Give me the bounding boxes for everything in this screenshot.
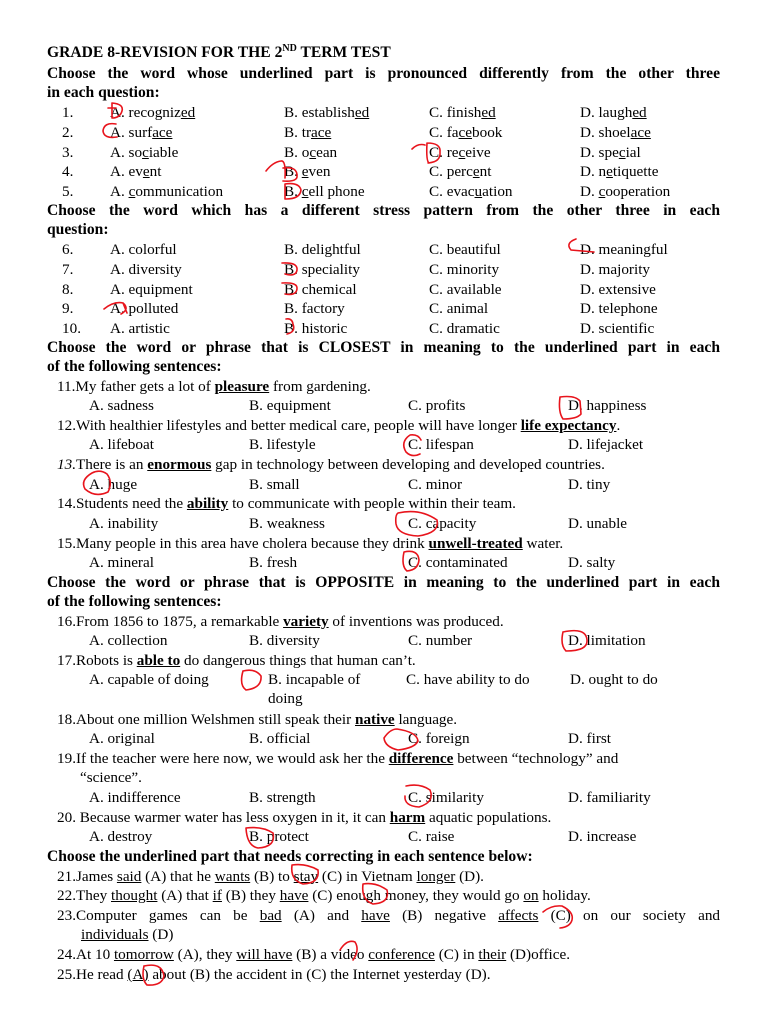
underlined-part: longer <box>416 868 456 885</box>
underlined-part: affects <box>498 907 539 924</box>
option-text: A. <box>110 183 129 200</box>
answer-option: C. contaminated <box>408 554 508 571</box>
stem-text: aquatic populations. <box>425 809 552 826</box>
question-stem <box>57 494 516 513</box>
stem-text: “science”. <box>80 769 142 786</box>
stem-text: of inventions was produced. <box>328 613 504 630</box>
underlined-part: ed <box>481 104 496 121</box>
option-text: ell phone <box>308 183 365 200</box>
answer-option <box>429 103 496 122</box>
answer-option <box>284 162 330 181</box>
stem-text: between “technology” and <box>453 750 619 767</box>
stem-text: do dangerous things that human can’t. <box>180 652 416 669</box>
answer-option: B. small <box>249 476 300 493</box>
question-stem <box>81 925 173 944</box>
answer-option: C. similarity <box>408 789 484 806</box>
answer-option <box>429 143 491 162</box>
key-word: variety <box>283 613 329 630</box>
answer-option: A. sadness <box>89 397 154 414</box>
answer-option: A. lifeboat <box>89 436 154 453</box>
key-word: pleasure <box>214 378 270 395</box>
answer-option: D. majority <box>580 261 651 278</box>
answer-option: B. official <box>249 730 311 747</box>
question-stem <box>57 612 504 631</box>
stem-text: 16.From 1856 to 1875, a remarkable <box>57 613 284 630</box>
stem-text: (A), they <box>173 946 237 963</box>
answer-mark-17 <box>242 670 262 690</box>
answer-option <box>580 103 647 122</box>
question-number: 9. <box>62 300 74 317</box>
option-text: D. n <box>580 163 607 180</box>
answer-option: D. extensive <box>580 281 656 298</box>
answer-option: D. salty <box>568 554 616 571</box>
underlined-part: c <box>128 183 136 200</box>
answer-option: D. increase <box>568 828 637 845</box>
stem-text: (B) they <box>221 887 280 904</box>
answer-option <box>268 670 403 708</box>
stem-text: 22.They <box>57 887 111 904</box>
question-number: 13. <box>57 456 76 473</box>
underlined-part: have <box>279 887 309 904</box>
key-word: life expectancy <box>520 417 617 434</box>
stem-text: from gardening. <box>269 378 371 395</box>
answer-option: A. destroy <box>89 828 153 845</box>
key-word: difference <box>388 750 454 767</box>
underlined-part: e <box>472 163 480 180</box>
question-stem <box>57 867 484 886</box>
option-text: ven <box>308 163 331 180</box>
question-stem <box>57 945 570 964</box>
question-stem <box>57 749 618 768</box>
option-text: B. o <box>284 144 310 161</box>
key-word: harm <box>389 809 426 826</box>
answer-option: B. speciality <box>284 261 360 278</box>
key-word: enormous <box>147 456 212 473</box>
stem-text: 25.He read <box>57 966 128 983</box>
stem-text: (C) enough money, they would go <box>308 887 524 904</box>
answer-option <box>580 182 670 201</box>
question-number: 2. <box>62 124 74 141</box>
answer-option <box>580 162 658 181</box>
answer-option <box>110 162 161 181</box>
option-text: doing <box>268 690 303 707</box>
option-text: B. tr <box>284 124 312 141</box>
section-instruction: of the following sentences: <box>47 358 222 375</box>
answer-option: B. chemical <box>284 281 357 298</box>
key-word: able to <box>136 652 181 669</box>
option-text: eive <box>465 144 491 161</box>
answer-option: C. available <box>429 281 502 298</box>
stem-text: 23.Computer games can be <box>57 907 260 924</box>
answer-option: A. huge <box>89 476 138 493</box>
answer-option <box>284 143 337 162</box>
underlined-part: c <box>309 144 317 161</box>
answer-option: B. equipment <box>249 397 331 414</box>
stem-text: 20. Because warmer water has less oxygen in it, it can <box>57 809 390 826</box>
answer-option: B. factory <box>284 300 345 317</box>
answer-option: C. capacity <box>408 515 477 532</box>
answer-option: D. first <box>568 730 612 747</box>
question-stem <box>57 651 416 670</box>
stem-text: There is an <box>75 456 148 473</box>
answer-option: C. foreign <box>408 730 470 747</box>
answer-option: B. historic <box>284 320 348 337</box>
answer-option: D. limitation <box>568 632 646 649</box>
question-stem <box>57 534 563 553</box>
question-number: 3. <box>62 144 74 161</box>
stem-text: (A) that he <box>141 868 215 885</box>
answer-option: A. indifference <box>89 789 181 806</box>
option-text: D. <box>580 183 599 200</box>
question-stem <box>57 377 371 396</box>
answer-option: D. ought to do <box>570 671 658 688</box>
option-text: ean <box>316 144 338 161</box>
underlined-part: tomorrow <box>113 946 174 963</box>
answer-option: D. tiny <box>568 476 611 493</box>
stem-text: water. <box>522 535 564 552</box>
question-number: 10. <box>62 320 81 337</box>
underlined-part: c <box>458 144 466 161</box>
answer-option <box>580 123 651 142</box>
question-stem <box>57 455 605 474</box>
underlined-part: e <box>142 163 150 180</box>
option-text: nt <box>149 163 162 180</box>
answer-option: C. raise <box>408 828 455 845</box>
section-instruction: of the following sentences: <box>47 593 222 610</box>
underlined-part: ace <box>152 124 173 141</box>
underlined-part: e <box>301 163 309 180</box>
key-word: ability <box>186 495 229 512</box>
page-title: GRADE 8-REVISION FOR THE 2ND TERM TEST <box>47 42 391 61</box>
option-text: C. fa <box>429 124 459 141</box>
section-instruction: Choose the word or phrase that is CLOSEST in meaning to the underlined part in each <box>47 339 720 356</box>
stem-text: (C) in <box>434 946 479 963</box>
answer-option <box>110 182 223 201</box>
key-word: unwell-treated <box>428 535 523 552</box>
section-instruction: question: <box>47 221 109 238</box>
underlined-part: stay <box>293 868 319 885</box>
answer-option: D. familiarity <box>568 789 651 806</box>
stem-text: gap in technology between developing and developed countries. <box>211 456 605 473</box>
underlined-part: bad <box>259 907 282 924</box>
answer-option <box>429 162 491 181</box>
underlined-part: will have <box>236 946 293 963</box>
stem-text: . <box>616 417 621 434</box>
answer-option: C. dramatic <box>429 320 500 337</box>
answer-option: B. fresh <box>249 554 298 571</box>
underlined-part: thought <box>111 887 158 904</box>
option-text: nt <box>479 163 492 180</box>
answer-option: C. minor <box>408 476 463 493</box>
option-text: ommunication <box>135 183 224 200</box>
option-text: ation <box>482 183 513 200</box>
option-text: book <box>472 124 503 141</box>
stem-text: 14.Students need the <box>57 495 187 512</box>
answer-option <box>110 123 172 142</box>
stem-text: holiday. <box>538 887 591 904</box>
answer-option: A. inability <box>89 515 159 532</box>
option-text: C. finish <box>429 104 482 121</box>
answer-option: C. number <box>408 632 473 649</box>
question-number: 1. <box>62 104 74 121</box>
question-stem <box>57 886 591 905</box>
stem-text: (A) and <box>281 907 362 924</box>
answer-option <box>110 143 178 162</box>
stem-text: (A) that <box>157 887 213 904</box>
answer-option: A. diversity <box>110 261 182 278</box>
question-stem <box>57 710 457 729</box>
stem-text: 17.Robots is <box>57 652 137 669</box>
underlined-part: conference <box>368 946 435 963</box>
stem-text: about (B) the accident in (C) the Internet yesterday (D). <box>148 966 491 983</box>
answer-option: A. capable of doing <box>89 671 209 688</box>
answer-option <box>110 103 195 122</box>
underlined-part: u <box>474 183 483 200</box>
answer-option <box>580 143 641 162</box>
option-text: tiquette <box>612 163 659 180</box>
underlined-part: c <box>618 144 626 161</box>
answer-option: D. meaningful <box>580 241 668 258</box>
option-text: C. perc <box>429 163 473 180</box>
answer-option: C. profits <box>408 397 466 414</box>
answer-option: C. lifespan <box>408 436 474 453</box>
section-instruction: in each question: <box>47 84 160 101</box>
stem-text: (C) in Vietnam <box>318 868 417 885</box>
underlined-part: if <box>212 887 222 904</box>
stem-text: (B) to <box>250 868 294 885</box>
answer-option: C. have ability to do <box>406 671 530 688</box>
question-number: 8. <box>62 281 74 298</box>
question-number: 7. <box>62 261 74 278</box>
underlined-part: ace <box>630 124 651 141</box>
stem-text: 24.At 10 <box>57 946 114 963</box>
underlined-part: ed <box>180 104 196 121</box>
answer-option: A. original <box>89 730 155 747</box>
answer-option: D. scientific <box>580 320 655 337</box>
question-stem <box>57 416 620 435</box>
section-instruction: Choose the word or phrase that is OPPOSITE in meaning to the underlined part in each <box>47 574 720 591</box>
stem-text: (D)office. <box>506 946 571 963</box>
answer-option: B. protect <box>249 828 309 845</box>
question-number: 4. <box>62 163 74 180</box>
option-text: A. ev <box>110 163 143 180</box>
question-number: 6. <box>62 241 74 258</box>
question-stem <box>57 906 720 925</box>
underlined-part: ace <box>311 124 332 141</box>
answer-option: A. mineral <box>89 554 154 571</box>
answer-option: C. animal <box>429 300 489 317</box>
option-text: C. evac <box>429 183 475 200</box>
underlined-part: ce <box>458 124 473 141</box>
answer-option: D. happiness <box>568 397 647 414</box>
answer-option: A. equipment <box>110 281 193 298</box>
section-instruction: Choose the word which has a different stress pattern from the other three in each <box>47 202 720 219</box>
answer-option: B. weakness <box>249 515 325 532</box>
answer-option: C. beautiful <box>429 241 501 258</box>
question-number: 5. <box>62 183 74 200</box>
underlined-part: ed <box>354 104 370 121</box>
underlined-part: e <box>606 163 613 180</box>
stem-text: 18.About one million Welshmen still speak their <box>57 711 355 728</box>
underlined-part: c <box>142 144 149 161</box>
stem-text: (D). <box>455 868 484 885</box>
answer-option: A. collection <box>89 632 168 649</box>
answer-option: A. colorful <box>110 241 177 258</box>
question-stem <box>57 808 551 827</box>
option-text: B. incapable of <box>268 671 361 688</box>
stem-text: 19.If the teacher were here now, we would ask her the <box>57 750 389 767</box>
answer-option: D. lifejacket <box>568 436 644 453</box>
underlined-part: c <box>598 183 606 200</box>
option-text: ial <box>625 144 641 161</box>
option-text: D. spe <box>580 144 619 161</box>
option-text: A. surf <box>110 124 153 141</box>
underlined-part: wants <box>214 868 251 885</box>
option-text: D. laugh <box>580 104 633 121</box>
key-word: native <box>355 711 395 728</box>
answer-option <box>284 103 369 122</box>
option-text: A. recogniz <box>110 104 181 121</box>
answer-option <box>284 123 331 142</box>
stem-text: (B) a video <box>292 946 369 963</box>
answer-option: B. strength <box>249 789 316 806</box>
stem-text: (B) negative <box>389 907 499 924</box>
answer-option <box>284 182 365 201</box>
answer-option: B. diversity <box>249 632 320 649</box>
answer-option <box>429 182 513 201</box>
option-text: B. establish <box>284 104 355 121</box>
answer-option: D. unable <box>568 515 628 532</box>
stem-text: (C) on our society and <box>538 907 721 924</box>
underlined-part: their <box>478 946 507 963</box>
underlined-part: individuals <box>81 926 149 943</box>
option-text: D. shoel <box>580 124 631 141</box>
section-instruction: Choose the underlined part that needs correcting in each sentence below: <box>47 848 533 865</box>
stem-text: (D) <box>148 926 174 943</box>
underlined-part: said <box>116 868 142 885</box>
stem-text: 15.Many people in this area have cholera because they drink <box>57 535 429 552</box>
underlined-part: have <box>361 907 390 924</box>
underlined-part: on <box>523 887 539 904</box>
stem-text: to communicate with people within their team. <box>228 495 516 512</box>
underlined-part: (A) <box>127 966 149 983</box>
stem-text: language. <box>394 711 458 728</box>
stem-text: 21.James <box>57 868 117 885</box>
answer-option: B. delightful <box>284 241 361 258</box>
question-stem <box>57 965 491 984</box>
answer-option: B. lifestyle <box>249 436 316 453</box>
underlined-part: c <box>301 183 309 200</box>
answer-option: D. telephone <box>580 300 658 317</box>
answer-option <box>429 123 502 142</box>
answer-option: A. artistic <box>110 320 170 337</box>
stem-text: 11.My father gets a lot of <box>57 378 215 395</box>
option-text: B. <box>284 163 302 180</box>
option-text: B. <box>284 183 302 200</box>
option-text: ooperation <box>605 183 671 200</box>
stem-text: 12.With healthier lifestyles and better medical care, people will have longer <box>57 417 521 434</box>
underlined-part: ed <box>632 104 647 121</box>
answer-option: C. minority <box>429 261 500 278</box>
option-text: iable <box>148 144 179 161</box>
option-text: C. re <box>429 144 459 161</box>
section-instruction: Choose the word whose underlined part is pronounced differently from the other three <box>47 65 720 82</box>
answer-option: A. polluted <box>110 300 179 317</box>
option-text: A. so <box>110 144 143 161</box>
